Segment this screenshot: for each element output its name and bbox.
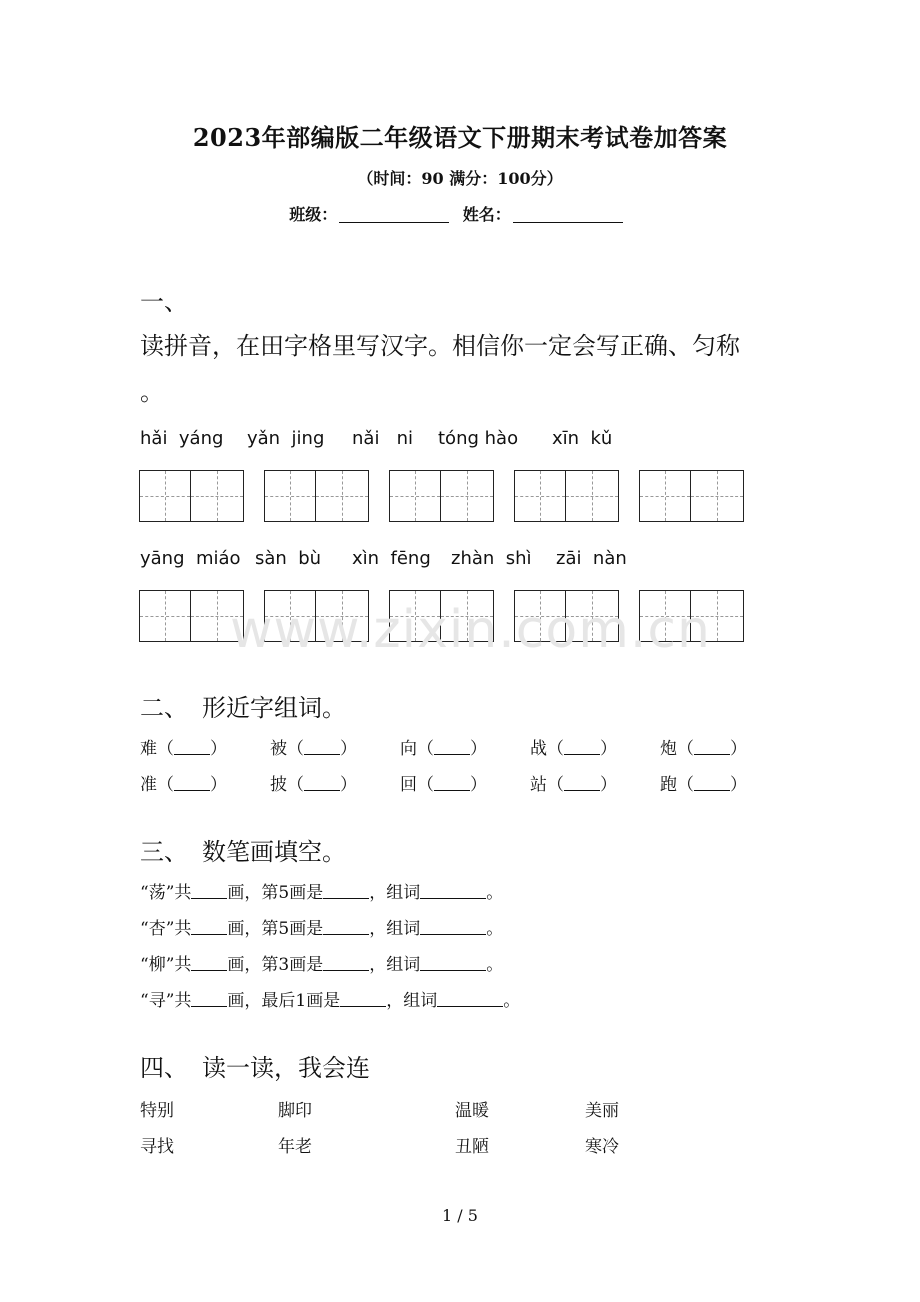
answer-blank[interactable] <box>434 776 470 791</box>
word-item: 站（ ） <box>530 775 617 795</box>
class-blank[interactable] <box>339 206 449 223</box>
tianzige-1-2[interactable] <box>264 470 369 522</box>
section2-number: 二、 <box>140 694 188 722</box>
tianzige-2-1[interactable] <box>139 590 244 642</box>
page-number: 1 / 5 <box>442 1206 478 1225</box>
word-item: 向（ ） <box>400 739 487 759</box>
pinyin-1-3: nǎi ni <box>352 428 414 449</box>
page-title: 2023年部编版二年级语文下册期末考试卷加答案 <box>192 123 728 152</box>
word-item: 准（ ） <box>140 775 227 795</box>
answer-blank[interactable] <box>434 740 470 755</box>
answer-blank[interactable] <box>437 992 503 1007</box>
stroke-question: “寻”共 画，最后1画是 ，组词 。 <box>140 991 521 1011</box>
answer-blank[interactable] <box>191 956 227 971</box>
pinyin-1-4: tóng hào <box>438 428 519 449</box>
match-word[interactable]: 特别 <box>140 1101 174 1121</box>
word-item: 炮（ ） <box>660 739 747 759</box>
pinyin-2-5: zāi nàn <box>556 548 627 569</box>
tianzige-1-4[interactable] <box>514 470 619 522</box>
stroke-question: “荡”共 画，第5画是 ，组词 。 <box>140 883 504 903</box>
word-item: 跑（ ） <box>660 775 747 795</box>
word-item: 战（ ） <box>530 739 617 759</box>
answer-blank[interactable] <box>694 740 730 755</box>
pinyin-2-1: yāng miáo <box>140 548 241 569</box>
answer-blank[interactable] <box>174 776 210 791</box>
section3-instruction: 数笔画填空。 <box>202 838 346 866</box>
pinyin-2-3: xìn fēng <box>352 548 431 569</box>
class-label: 班级： <box>289 205 338 224</box>
match-word[interactable]: 年老 <box>278 1137 312 1157</box>
answer-blank[interactable] <box>191 884 227 899</box>
tianzige-1-1[interactable] <box>139 470 244 522</box>
answer-blank[interactable] <box>323 920 369 935</box>
match-word[interactable]: 温暖 <box>455 1101 489 1121</box>
pinyin-2-2: sàn bù <box>255 548 322 569</box>
word-item: 被（ ） <box>270 739 357 759</box>
match-word[interactable]: 脚印 <box>278 1101 312 1121</box>
section1-number: 一、 <box>140 288 188 316</box>
stroke-question: “柳”共 画，第3画是 ，组词 。 <box>140 955 504 975</box>
section2-instruction: 形近字组词。 <box>202 694 346 722</box>
answer-blank[interactable] <box>174 740 210 755</box>
match-word[interactable]: 寒冷 <box>585 1137 619 1157</box>
answer-blank[interactable] <box>191 920 227 935</box>
exam-meta: （时间：90 满分：100分） <box>357 169 563 188</box>
pinyin-1-5: xīn kǔ <box>552 428 613 449</box>
match-word[interactable]: 丑陋 <box>455 1137 489 1157</box>
class-name-line <box>0 202 920 225</box>
answer-blank[interactable] <box>420 956 486 971</box>
stroke-question: “杏”共 画，第5画是 ，组词 。 <box>140 919 504 939</box>
match-word[interactable]: 美丽 <box>585 1101 619 1121</box>
answer-blank[interactable] <box>323 884 369 899</box>
pinyin-1-2: yǎn jing <box>247 428 325 449</box>
answer-blank[interactable] <box>420 920 486 935</box>
section1-instruction: 读拼音，在田字格里写汉字。相信你一定会写正确、匀称 <box>140 332 740 360</box>
word-item: 回（ ） <box>400 775 487 795</box>
answer-blank[interactable] <box>304 776 340 791</box>
section3-number: 三、 <box>140 838 188 866</box>
answer-blank[interactable] <box>694 776 730 791</box>
section4-number: 四、 <box>140 1054 188 1082</box>
name-label: 姓名： <box>462 205 511 224</box>
answer-blank[interactable] <box>304 740 340 755</box>
answer-blank[interactable] <box>191 992 227 1007</box>
answer-blank[interactable] <box>340 992 386 1007</box>
word-item: 披（ ） <box>270 775 357 795</box>
pinyin-1-1: hǎi yáng <box>140 428 224 449</box>
section4-instruction: 读一读，我会连 <box>202 1054 370 1082</box>
match-word[interactable]: 寻找 <box>140 1137 174 1157</box>
answer-blank[interactable] <box>420 884 486 899</box>
answer-blank[interactable] <box>323 956 369 971</box>
pinyin-2-4: zhàn shì <box>451 548 532 569</box>
answer-blank[interactable] <box>564 740 600 755</box>
name-blank[interactable] <box>513 206 623 223</box>
tianzige-1-3[interactable] <box>389 470 494 522</box>
tianzige-1-5[interactable] <box>639 470 744 522</box>
word-item: 难（ ） <box>140 739 227 759</box>
watermark: www.zixin.com.cn <box>230 600 711 660</box>
section1-instruction-end: 。 <box>140 378 164 406</box>
answer-blank[interactable] <box>564 776 600 791</box>
